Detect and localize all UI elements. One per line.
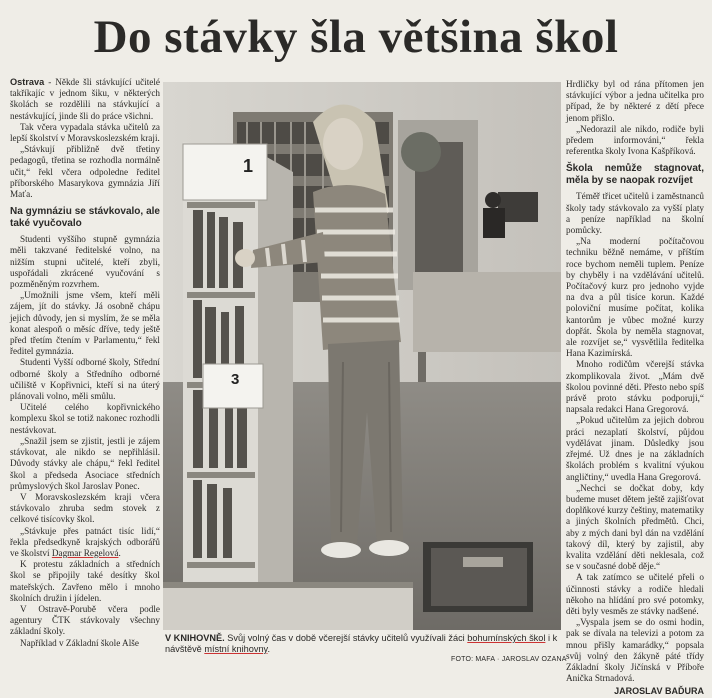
paragraph: Například v Základní škole Alše <box>20 637 139 648</box>
dateline: Ostrava <box>10 77 45 87</box>
caption-lead: V KNIHOVNĚ. <box>165 633 225 643</box>
paragraph: „Vyspala jsem se do osmi hodin, pak se dívala na televizi a potom za mnou přišly kamarádky,“ popsala svůj volný den žákyně páté třídy Základní školy Jičínská v Příboře Anička Strnadová. <box>566 617 704 684</box>
left-column <box>10 77 160 649</box>
paragraph: „Nechci se dočkat doby, kdy budeme muset dětem ještě zajišťovat doplňkové kurzy češtiny, matematiky a jiných školních předmětů. Chci, aby z mých dani byl dán na vzdělání takový díl, který by zajistil, aby kvalita vzdělání děti neklesala, což se v současné době děje.“ <box>566 482 704 572</box>
subheading: Škola nemůže stagnovat, měla by se naopak rozvíjet <box>566 163 704 187</box>
paragraph: V Ostravě-Porubě včera podle agentury ČTK stávkovaly všechny základní školy. <box>10 603 160 637</box>
underlined-name: Dagmar Regelová <box>51 547 119 558</box>
subheading: Na gymnáziu se stávkovalo, ale také vyučovalo <box>10 206 160 230</box>
shelf-sign-3: 3 <box>231 371 240 388</box>
paragraph: K protestu základních a středních škol se připojily také desítky škol mateřských. Zavřeno mělo i mnoho školních družin i jídelen. <box>10 559 160 603</box>
paragraph: Studenti Vyšší odborné školy, Střední odborné školy a Středního odborné učiliště v Kopřivnici, kteří si na úterý plánovali volno, měli smůlu. <box>10 357 160 402</box>
paragraph: Téměř třicet učitelů i zaměstnanců školy tady stávkovalo za vyšší platy a peníze například na školní pomůcky. <box>566 191 704 236</box>
paragraph: „Stávkují přibližně dvě třetiny pedagogů, třetina se rozhodla normálně učit,“ řekl včera odpoledne ředitel příborského Masarykova gymnázia Jiří Maťa. <box>10 144 160 200</box>
headline: Do stávky šla většina škol <box>93 11 619 63</box>
paragraph: Tak včera vypadala stávka učitelů za lepší školství v Moravskoslezském kraji. <box>10 121 160 144</box>
caption-underlined-schools: bohumínských škol <box>467 633 546 643</box>
photo-caption <box>165 633 562 655</box>
paragraph: „Nedorazil ale nikdo, rodiče byli předem informováni,“ řekla referentka školy Ivona Kašpříková. <box>566 123 704 157</box>
photo-illustration <box>163 82 561 630</box>
paragraph: „Pokud učitelům za jejich dobrou práci nezaplatí školství, půjdou vydělávat jinam. Důsledky jsou zřejmé. Už dnes je na základních školách problém s kvalitní výukou angličtiny,“ uvedla Hana Gregorová. <box>566 415 704 482</box>
paragraph: Studenti vyššího stupně gymnázia měli takzvané ředitelské volno, na nižším stupni učitelé, kteří zbyli, uspořádali zkrácené vyučování s pozměněným rozvrhem. <box>10 234 160 290</box>
paragraph-text: . <box>118 547 121 558</box>
paragraph: „Umožnili jsme všem, kteří měli zájem, jít do stávky. Já osobně chápu jejich důvody, jen si myslím, že se měla konat alespoň o měsíc dříve, tedy ještě před třetím čtením v Parlamentu,“ řekl ředitel gymnázia. <box>10 290 160 357</box>
right-column <box>566 79 704 698</box>
paragraph: „Snažil jsem se zjistit, jestli je zájem stávkovat, ale nikdo se nepřihlásil. Důvody stávky ale chápu,“ řekl ředitel škol a předseda Asociace středních průmyslových škol Jaroslav Ponec. <box>10 435 160 491</box>
author-signature: JAROSLAV BAĎURA <box>614 686 704 697</box>
paragraph: V Moravskoslezském kraji včera stávkovalo zhruba sedm stovek z celkové tisícovky škol. <box>10 491 160 525</box>
caption-text: i k návštěvě <box>165 633 558 654</box>
paragraph: A tak zatímco se učitelé přeli o účinnosti stávky a rodiče hledali někoho na hlídání pro své potomky, děti byly vesměs ze stávky nadšené. <box>566 572 704 616</box>
caption-underlined-library: místní knihovny <box>204 644 268 654</box>
paragraph <box>10 77 160 122</box>
paragraph-text: „Stávkuje přes patnáct tisíc lidí,“ řekla předsedkyně krajských odborářů ve školství <box>10 525 160 558</box>
caption-text: . <box>267 644 271 654</box>
paragraph: Učitelé celého kopřivnického komplexu škol se totiž nakonec rozhodli nestávkovat. <box>10 402 160 435</box>
caption-text: Svůj volný čas v době včerejší stávky učitelů využívali žáci <box>224 633 468 643</box>
paragraph <box>10 526 160 560</box>
paragraph-text: - Někde šli stávkující učitelé takříkajíc v jednom šiku, v některých školách se rozdělili na stávkující a nestávkující, jinde šli do práce všichni. <box>10 77 160 121</box>
library-photo <box>163 82 561 630</box>
paragraph: „Na moderní počítačovou techniku běžně nemáme, v příštím roce bychom neměli tuplem. Peníze by chyběly i na vzdělávání učitelů. Počítačový kurz pro jednoho vyjde na dva a půl tisíce korun. Každé poloviční musíme počítat, kolika kantorům je vůbec možné kurzy dopřát. Škola by neměla stagnovat, ale rozvíjet se,“ vysvětlila ředitelka Hana Kazimírská. <box>566 236 704 359</box>
paragraph: Hrdličky byl od rána přítomen jen stávkující výbor a jedna učitelka pro případ, že by některé z dětí přece jenom přišlo. <box>566 79 704 123</box>
photo-credit: FOTO: MAFA · JAROSLAV OZANA <box>451 656 567 663</box>
shelf-sign-1: 1 <box>243 156 254 176</box>
paragraph: Mnoho rodičům včerejší stávka zkomplikovala život. „Mám dvě školou povinné děti. Přesto nebo spíš právě proto stávku podporuji,“ napsala redakci Hana Gregorová. <box>566 359 704 415</box>
